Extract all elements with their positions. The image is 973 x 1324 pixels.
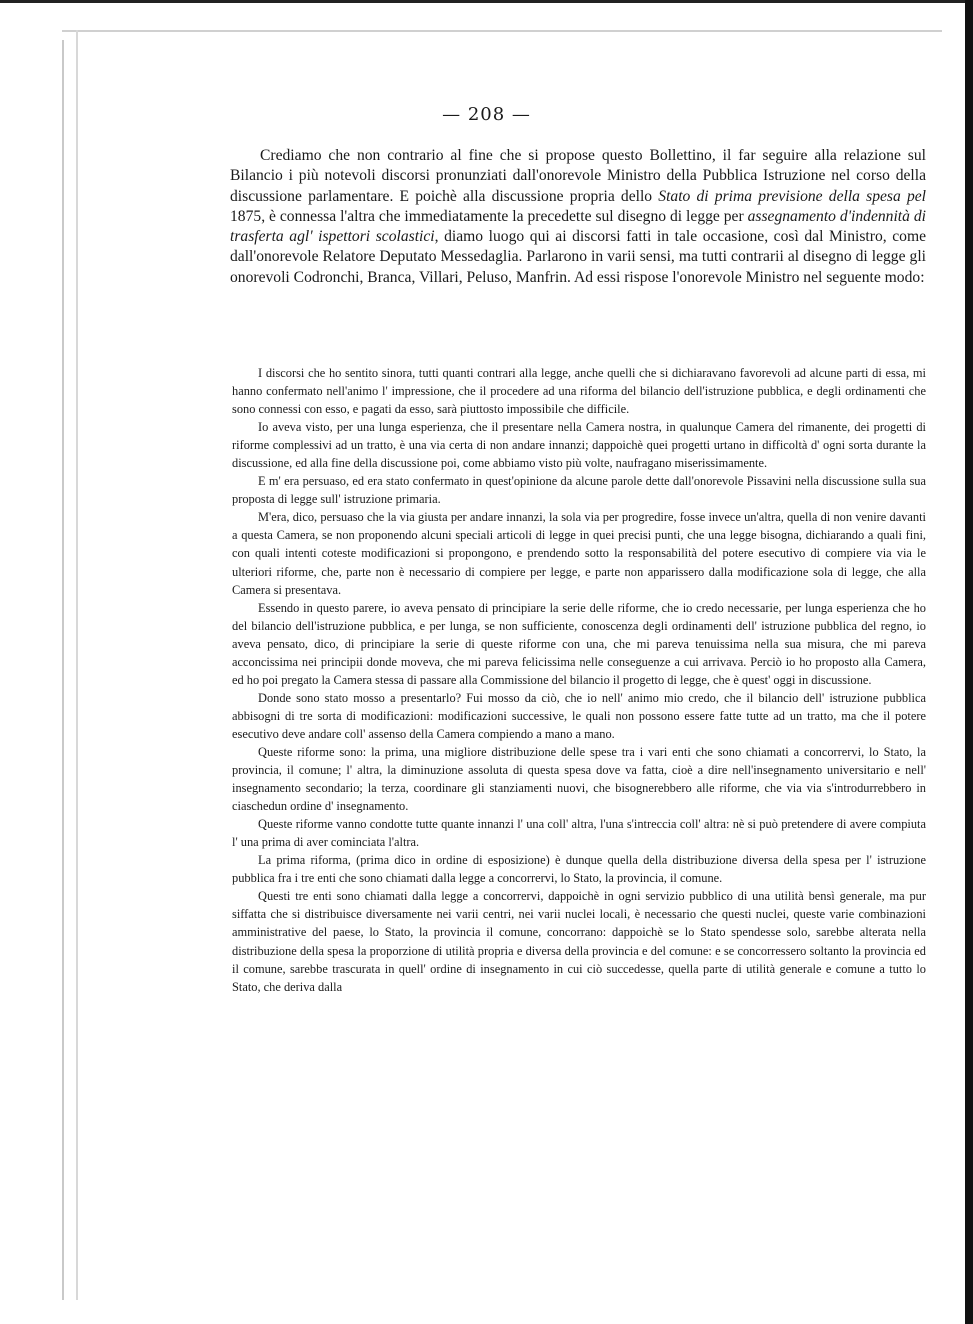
speech-paragraph: Essendo in questo parere, io aveva pensato di principiare la serie delle riforme, che io credo necessarie, per lunga esperienza che ho del bilancio dell'istruzione pubblica, e per lunga, se non sufficiente, conoscenza degli ordinamenti dell' istruzione pubblica del regno, io aveva pensato, dico, di principiare la serie di queste riforme con una, che mi pareva tenuissima nella sua misura, che mi pareva acconcissima nei principii donde moveva, che mi pareva felicissima nelle conseguenze a cui arrivava. Perciò io ho proposto alla Camera, ed ho poi pregato la Camera stessa di passare alla Commissione del bilancio il progetto di legge, che è quest' oggi in discussione. xyxy=(232,600,926,687)
speech-paragraph: E m' era persuaso, ed era stato confermato in quest'opinione da alcune parole dette dall'onorevole Pissavini nella discussione sulla sua proposta di legge sull' istruzione primaria. xyxy=(232,474,926,507)
page-shadow-top xyxy=(62,30,942,32)
intro-text-part2: 1875, è connessa l'altra che immediatamente la precedette sul disegno di legge per xyxy=(230,207,748,225)
intro-italic-title: Stato di prima previsione della spesa pel xyxy=(658,187,926,205)
page-number: — 208 — xyxy=(442,104,531,125)
intro-paragraph xyxy=(230,146,926,288)
scan-edge-right xyxy=(965,0,973,1324)
scan-edge-top xyxy=(0,0,973,3)
speech-paragraph: Queste riforme sono: la prima, una migliore distribuzione delle spese tra i vari enti che sono chiamati a concorrervi, lo Stato, la provincia, il comune; l' altra, la diminuzione assoluta di questa spesa dove va fatta, cioè a dire nell'insegnamento universitario e nell' insegnamento secondario; la terza, coordinare gli stanziamenti nuovi, che bisognerebbero alle riforme, che via via s'introdurrebbero in ciaschedun ordine d' insegnamento. xyxy=(232,744,926,814)
speech-paragraph: Questi tre enti sono chiamati dalla legge a concorrervi, dappoichè in ogni servizio pubblico di una utilità bensì generale, ma pur siffatta che si distribuisce diversamente nei varii centri, nei varii nuclei locali, è necessario che questi nuclei, queste varie combinazioni amministrative del paese, lo Stato, la provincia il comune, concorrano: dappoichè se lo Stato spendesse solo, sarebbe alterata nella distribuzione della spesa la proporzione di utilità propria e diversa della provincia e del comune: e se concorressero soltanto la provincia ed il comune, sarebbe trascurata in quell' ordine di insegnamento in cui ciò succedesse, quella parte di utilità generale e comune a tutto lo Stato, che deriva dalla xyxy=(232,889,926,994)
intro-text xyxy=(230,146,926,288)
intro-text-part1: Crediamo che non contrario al fine che si propose questo Bollettino, il far seguire alla relazione sul Bilancio i più notevoli discorsi pronunziati dall'onorevole Ministro della Pubblica Istruzione nel corso della discussione parlamentare. E poichè alla discussione propria dello xyxy=(230,147,926,205)
speech-paragraph: Io aveva visto, per una lunga esperienza, che il presentare nella Camera nostra, in qualunque Camera del rimanente, dei progetti di riforme complessivi ad un tratto, è una via certa di non andare innanzi; dappoichè quei progetti urtano in difficoltà d' ogni sorta durante la discussione, ed alla fine della discussione poi, come abbiamo visto più volte, naufragano miserissimamente. xyxy=(232,420,926,471)
minister-speech xyxy=(232,364,926,996)
intro-italic-bill: assegnamento d'indennità di trasferta agl' ispettori scolastici xyxy=(230,207,926,246)
speech-paragraph: Queste riforme vanno condotte tutte quante innanzi l' una coll' altra, l'una s'intreccia coll' altra: nè si può pretendere di avere compiuta l' una prima di aver cominciata l'altra. xyxy=(232,817,926,850)
page-shadow-left-inner xyxy=(76,30,78,1300)
speech-paragraph: La prima riforma, (prima dico in ordine di esposizione) è dunque quella della distribuzione diversa della spesa per l' istruzione pubblica fra i tre enti che sono chiamati dalla legge a concorrervi, lo Stato, la provincia, il comune. xyxy=(232,853,926,886)
intro-text-part3: , diamo luogo qui ai discorsi fatti in tale occasione, così dal Ministro, come dall'onorevole Relatore Deputato Messedaglia. Parlarono in varii sensi, ma tutti contrarii al disegno di legge gli onorevoli Codronchi, Branca, Villari, Peluso, Manfrin. Ad essi rispose l'onorevole Ministro nel seguente modo: xyxy=(230,228,926,286)
speech-paragraph: I discorsi che ho sentito sinora, tutti quanti contrari alla legge, anche quelli che si dichiaravano favorevoli ad alcune parti di essa, mi hanno confermato nell'animo l' impressione, che il procedere ad una riforma del bilancio dell'istruzione pubblica, e degli ordinamenti che sono connessi con esso, e pagati da esso, sarà piuttosto impossibile che difficile. xyxy=(232,366,926,417)
speech-paragraph: Donde sono stato mosso a presentarlo? Fui mosso da ciò, che io nell' animo mio credo, che il bilancio dell' istruzione pubblica abbisogni di tre sorta di modificazioni: modificazioni successive, le quali non possono essere fatte tutte ad un tratto, ma che il potere esecutivo deve andare coll' assenso della Camera compiendo a mano a mano. xyxy=(232,690,926,741)
speech-paragraph: M'era, dico, persuaso che la via giusta per andare innanzi, la sola via per progredire, fosse invece un'altra, quella di non venire davanti a questa Camera, se non proponendo alcuni speciali articoli di legge in quei precisi punti, che una legge bisogna, dichiarando a quali fini, con quali intenti coteste modificazioni si propongono, e prendendo sotto la responsabilità del potere esecutivo di compiere via via le ulteriori riforme, che, parte non è necessario di compiere per legge, e parte non apparissero dalla modificazione sola di legge, che alla Camera si presentava. xyxy=(232,510,926,597)
page-shadow-left xyxy=(62,40,64,1300)
